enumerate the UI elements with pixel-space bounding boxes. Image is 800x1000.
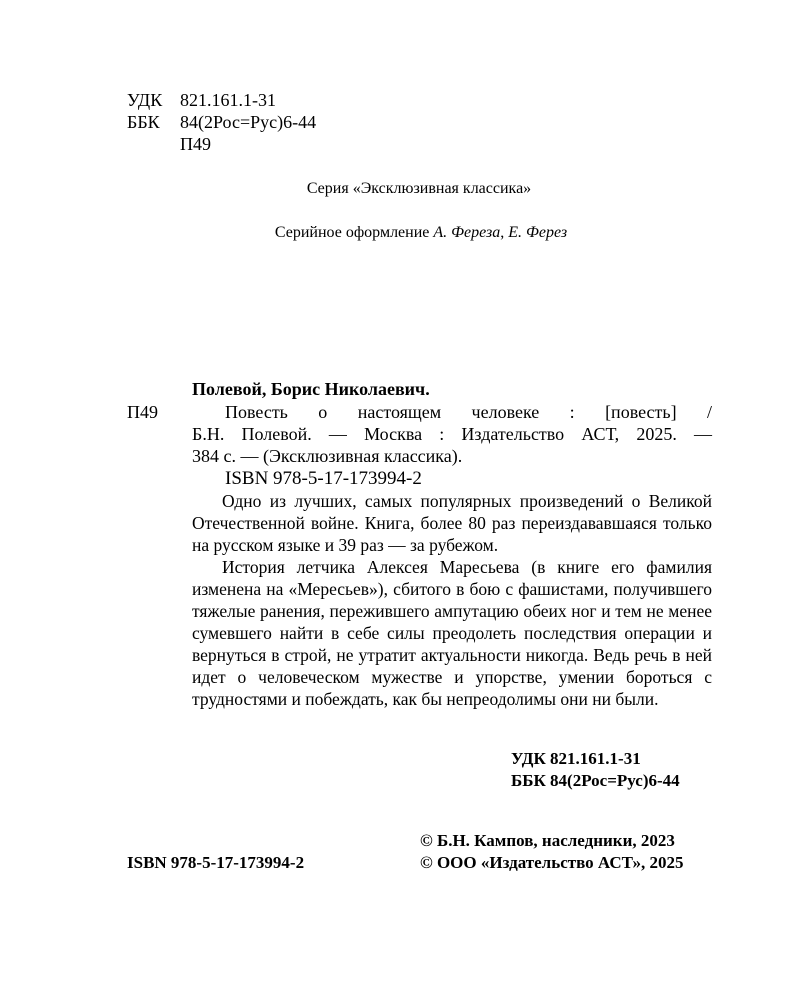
isbn-line: ISBN 978-5-17-173994-2: [225, 468, 422, 489]
annotation-paragraph-2: История летчика Алексея Маресьева (в книге его фамилия изменена на «Мересьев»), сбитого в бою с фашистами, получившего тяжелые ранения, пережившего ампутацию обеих ног и тем не менее сумевшего найти в себе силы преодолеть последствия операции и вернуться в строй, не утратит актуальности никогда. Ведь речь в ней идет о человеческом мужестве и упорстве, умении бороться с трудностями и побеждать, как бы непреодолимы они ни были.: [192, 557, 712, 709]
bbk-value: 84(2Рос=Рус)6-44: [180, 112, 317, 132]
designer-name-1: А. Фереза: [433, 224, 501, 241]
design-credit: [0, 222, 800, 244]
record-line-1: Повесть о настоящем человеке : [повесть] /: [225, 402, 712, 422]
author-mark: П49: [180, 134, 211, 154]
bottom-udk: УДК 821.161.1-31: [511, 749, 641, 768]
annotation-paragraph-1: Одно из лучших, самых популярных произведений о Великой Отечественной войне. Книга, более 80 раз переиздававшаяся только на русском языке и 39 раз — за рубежом.: [192, 491, 712, 555]
copyright-author: © Б.Н. Кампов, наследники, 2023: [420, 831, 675, 850]
udk-value: 821.161.1-31: [180, 90, 276, 110]
record-line-3: 384 с. — (Эксклюзивная классика).: [192, 446, 463, 466]
series-line: Серия «Эксклюзивная классика»: [306, 180, 532, 197]
design-separator: ,: [500, 224, 509, 241]
udk-label: УДК: [127, 90, 163, 110]
design-prefix: Серийное оформление: [274, 224, 434, 241]
designer-name-2: Е. Ферез: [508, 224, 568, 241]
record-mark: П49: [127, 402, 158, 422]
annotation: [192, 490, 712, 710]
bottom-bbk: ББК 84(2Рос=Рус)6-44: [511, 771, 680, 790]
author-heading: Полевой, Борис Николаевич.: [192, 379, 430, 399]
footer-isbn: ISBN 978-5-17-173994-2: [127, 853, 305, 872]
copyright-publisher: © ООО «Издательство АСТ», 2025: [420, 853, 684, 872]
record-line-2: Б.Н. Полевой. — Москва : Издательство АСТ, 2025. —: [192, 424, 712, 444]
bbk-label: ББК: [127, 112, 160, 132]
